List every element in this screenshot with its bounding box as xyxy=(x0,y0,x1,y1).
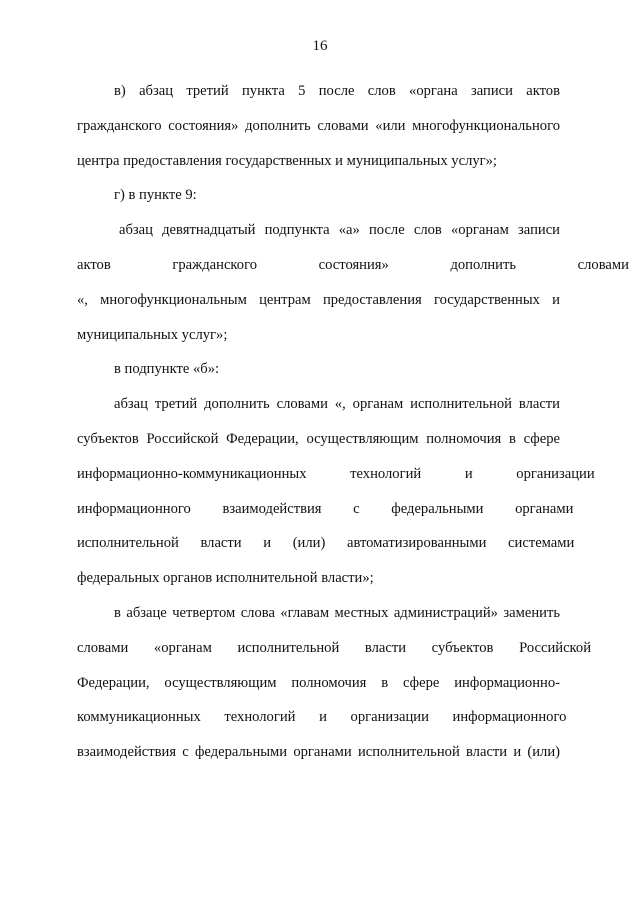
text-line: Федерации, осуществляющим полномочия в сфере информационно- xyxy=(77,674,560,691)
paragraph-fourth-replacement xyxy=(77,596,591,770)
text-line: центра предоставления государственных и муниципальных услуг»; xyxy=(77,152,497,169)
text-line: в) абзац третий пункта 5 после слов «органа записи актов xyxy=(114,83,560,99)
text-line: коммуникационных технологий и организации информационного xyxy=(77,709,567,726)
text-line: г) в пункте 9: xyxy=(114,187,197,204)
text-line: гражданского состояния» дополнить словами «или многофункционального xyxy=(77,117,560,134)
paragraph-a-subitem xyxy=(77,213,629,352)
text-line: абзац девятнадцатый подпункта «а» после слов «органам записи xyxy=(119,222,560,239)
text-line: в подпункте «б»: xyxy=(114,361,220,378)
text-line: информационного взаимодействия с федеральными органами xyxy=(77,500,574,517)
paragraph-b-subitem xyxy=(77,352,560,387)
text-line: «, многофункциональным центрам предоставления государственных и xyxy=(77,291,560,308)
text-line: словами «органам исполнительной власти субъектов Российской xyxy=(77,639,591,656)
page-number: 16 xyxy=(312,38,328,54)
text-line: актов гражданского состояния» дополнить словами xyxy=(77,256,629,273)
text-line: субъектов Российской Федерации, осуществляющим полномочия в сфере xyxy=(77,430,560,447)
text-line: абзац третий дополнить словами «, органам исполнительной власти xyxy=(114,396,560,413)
text-line: муниципальных услуг»; xyxy=(77,326,228,343)
text-line: информационно-коммуникационных технологий и организации xyxy=(77,465,595,482)
text-line: в абзаце четвертом слова «главам местных администраций» заменить xyxy=(114,604,560,621)
document-body xyxy=(77,74,629,770)
paragraph-g xyxy=(77,178,560,213)
text-line: взаимодействия с федеральными органами исполнительной власти и (или) xyxy=(77,744,560,761)
paragraph-v xyxy=(77,74,560,178)
text-line: федеральных органов исполнительной власти»; xyxy=(77,570,374,587)
text-line: исполнительной власти и (или) автоматизированными системами xyxy=(77,535,575,552)
paragraph-third-addition xyxy=(77,387,595,596)
